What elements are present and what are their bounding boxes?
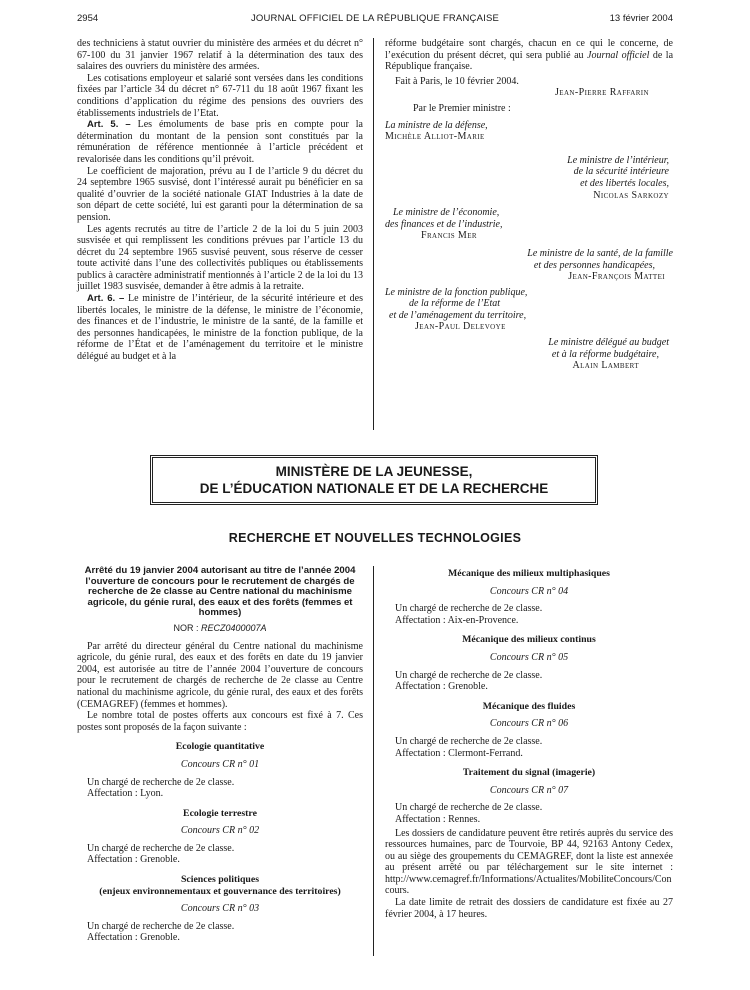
paragraph: Le nombre total de postes offerts aux concours est fixé à 7. Ces postes sont proposés de la façon suivante : — [77, 710, 363, 733]
page-number: 2954 — [77, 13, 99, 24]
fait-a-paris: Fait à Paris, le 10 février 2004. — [395, 75, 519, 87]
par-le-premier-ministre: Par le Premier ministre : — [413, 102, 511, 114]
article-label: Art. 5. – — [87, 119, 131, 131]
post-affectation: Affectation : Lyon. — [87, 788, 164, 800]
ministry-line: DE L’ÉDUCATION NATIONALE ET DE LA RECHERCHE — [199, 481, 549, 496]
journal-ref: Journal officiel — [587, 49, 650, 61]
post-line: Un chargé de recherche de 2e classe. — [395, 802, 543, 814]
post-line: Un chargé de recherche de 2e classe. — [87, 842, 235, 854]
signatory-title: et des personnes handicapées, — [533, 259, 655, 271]
top-left-column — [77, 38, 363, 363]
journal-title: JOURNAL OFFICIEL DE LA RÉPUBLIQUE FRANÇAISE — [250, 13, 500, 24]
signatory-name: Francis Mer — [421, 230, 477, 242]
post-affectation: Affectation : Aix-en-Provence. — [395, 614, 519, 626]
signatory-title: Le ministre de la fonction publique, — [385, 286, 528, 298]
paragraph: Le coefficient de majoration, prévu au I de l’article 9 du décret du 24 septembre 1965 susvisé, dont l’intéressé aurait pu bénéficier en sa qualité d’ouvrier de la société nationale GIAT Industries à la date de son départ de cette société, lui est garanti pour la détermination de sa pension. — [77, 165, 363, 223]
paragraph: Les cotisations employeur et salarié sont versées dans les conditions fixées par l’article 34 du décret n° 67-711 du 18 août 1967 fixant les conditions d’application du régime des pensions des ouvriers des établissements industriels de l’Etat. — [77, 72, 363, 119]
ministry-heading-box — [150, 455, 598, 505]
subsection-title: Sciences politiques — [180, 874, 260, 886]
post-line: Un chargé de recherche de 2e classe. — [395, 669, 543, 681]
column-divider — [373, 566, 374, 956]
concours-number: Concours CR n° 03 — [180, 903, 260, 915]
concours-number: Concours CR n° 07 — [489, 784, 569, 796]
subsection-title: Mécanique des milieux continus — [462, 634, 596, 646]
paragraph: Les agents recrutés au titre de l’article 2 de la loi du 5 juin 2003 susvisée et qui remplissent les conditions prévues par l’article 13 du décret du 24 septembre 1965 susvisé peuvent, sous réserve de cesser toute activité dans l’une des collectivités publiques ou établissements publics à caractère administratif mentionnés à l’article 2 de la loi du 13 juillet 1983 susvisée, demander à être admis à la retraite. — [77, 223, 363, 293]
paragraph: Les dossiers de candidature peuvent être retirés auprès du service des ressources humaines, parc de Tourvoie, BP 44, 92163 Antony Cedex, ou au siège des groupements du CEMAGREF, dont la liste est annexée au présent arrêté ou par téléchargement sur le site internet : http://www.cemagref.fr/Informations/Actualites/MobiliteConcours/Concours. — [385, 827, 673, 897]
publication-date: 13 février 2004 — [609, 13, 673, 24]
paragraph: La date limite de retrait des dossiers de candidature est fixée au 27 février 2004, à 17 heures. — [385, 897, 673, 920]
signature-pm: Jean-Pierre Raffarin — [555, 87, 649, 99]
concours-number: Concours CR n° 05 — [489, 651, 569, 663]
post-line: Un chargé de recherche de 2e classe. — [395, 735, 543, 747]
post-line: Un chargé de recherche de 2e classe. — [395, 603, 543, 615]
bottom-left-column — [77, 566, 363, 944]
concours-number: Concours CR n° 04 — [489, 585, 569, 597]
signatory-title: Le ministre de la santé, de la famille — [527, 247, 673, 259]
article-text: Les émoluments de base pris en compte pour la détermination du montant de la pension sont constitués par la rémunération de référence mentionnée à l’article précédent et revalorisée dans les conditions qu’il prévoit. — [77, 119, 363, 165]
signatory-title: Le ministre délégué au budget — [548, 337, 669, 349]
post-line: Un chargé de recherche de 2e classe. — [87, 776, 235, 788]
signatory-title: de la réforme de l’Etat — [409, 298, 501, 310]
nor-reference — [77, 623, 363, 635]
arrete-title: Arrêté du 19 janvier 2004 autorisant au titre de l’année 2004 l’ouverture de concours pour le recrutement de chargés de recherche de 2e classe au Centre national du machinisme agricole, du génie rural, des eaux et des forêts (femmes et hommes) — [84, 565, 356, 619]
subsection-title: Mécanique des fluides — [482, 700, 576, 712]
paragraph — [385, 38, 673, 73]
signatory-title: Le ministre de l’économie, — [393, 207, 500, 219]
article-label: Art. 6. – — [87, 293, 125, 305]
paragraph: des techniciens à statut ouvrier du ministère des armées et du décret n° 67-100 du 31 janvier 1967 relatif à la détermination des taux des salaires des ouvriers du ministère des armées. — [77, 38, 363, 73]
signatory-title: Le ministre de l’intérieur, — [567, 154, 669, 166]
signatory-title: de la sécurité intérieure — [573, 166, 669, 178]
concours-number: Concours CR n° 06 — [489, 718, 569, 730]
text: réforme budgétaire sont chargés, chacun en ce qui le concerne, de l’exécution du présent décret, qui sera publié au — [385, 38, 673, 61]
subsection-title: Mécanique des milieux multiphasiques — [448, 568, 610, 579]
post-affectation: Affectation : Grenoble. — [87, 854, 180, 866]
signatory-name: Jean-François Mattei — [568, 271, 665, 283]
subsection-title: Traitement du signal (imagerie) — [462, 767, 596, 779]
signatory-title: et de l’aménagement du territoire, — [389, 309, 527, 321]
nor-label: NOR : — [173, 622, 201, 633]
article-text: Le ministre de l’intérieur, de la sécurité intérieure et des libertés locales, le ministre de la défense, le ministre de l’économie, des finances et de l’industrie, le ministre de la santé, de la famille et des personnes handicapées, le ministre de la fonction publique, de la réforme de l’État et de l’aménagement du territoire et le ministre délégué au budget et à la — [77, 293, 363, 363]
article-6 — [77, 293, 363, 363]
concours-number: Concours CR n° 01 — [180, 758, 260, 770]
signatory-title: La ministre de la défense, — [385, 119, 488, 131]
post-affectation: Affectation : Grenoble. — [395, 681, 488, 693]
paragraph: Par arrêté du directeur général du Centre national du machinisme agricole, du génie rural, des eaux et des forêts en date du 19 janvier 2004, est autorisée au titre de l’année 2004 l’ouverture de concours pour le recrutement de chargés de recherche de 2e classe au Centre national du machinisme agricole, du génie rural, des eaux et des forêts (CEMAGREF) (femmes et hommes). — [77, 640, 363, 710]
post-affectation: Affectation : Clermont-Ferrand. — [395, 747, 523, 759]
top-right-column — [385, 38, 673, 372]
nor-code: RECZ0400007A — [200, 622, 267, 633]
subsection-title: Ecologie quantitative — [175, 741, 265, 753]
signatory-name: Alain Lambert — [572, 360, 639, 372]
signatory-name: Michèle Alliot-Marie — [385, 131, 485, 143]
post-affectation: Affectation : Rennes. — [395, 813, 481, 825]
article-5 — [77, 119, 363, 165]
signatory-title: et des libertés locales, — [580, 177, 669, 189]
signatory-name: Jean-Paul Delevoye — [415, 321, 506, 333]
concours-number: Concours CR n° 02 — [180, 825, 260, 837]
subsection-title: (enjeux environnementaux et gouvernance des territoires) — [99, 885, 341, 897]
signatory-name: Nicolas Sarkozy — [593, 189, 669, 201]
text: de la République française. — [385, 49, 674, 73]
signatory-title: et à la réforme budgétaire, — [551, 348, 659, 360]
post-line: Un chargé de recherche de 2e classe. — [87, 920, 235, 932]
bottom-right-column — [385, 566, 673, 920]
ministry-line: MINISTÈRE DE LA JEUNESSE, — [275, 464, 473, 479]
signatory-title: des finances et de l’industrie, — [385, 218, 503, 230]
section-title: RECHERCHE ET NOUVELLES TECHNOLOGIES — [228, 531, 522, 545]
subsection-title: Ecologie terrestre — [183, 807, 257, 819]
post-affectation: Affectation : Grenoble. — [87, 932, 180, 944]
column-divider — [373, 38, 374, 430]
